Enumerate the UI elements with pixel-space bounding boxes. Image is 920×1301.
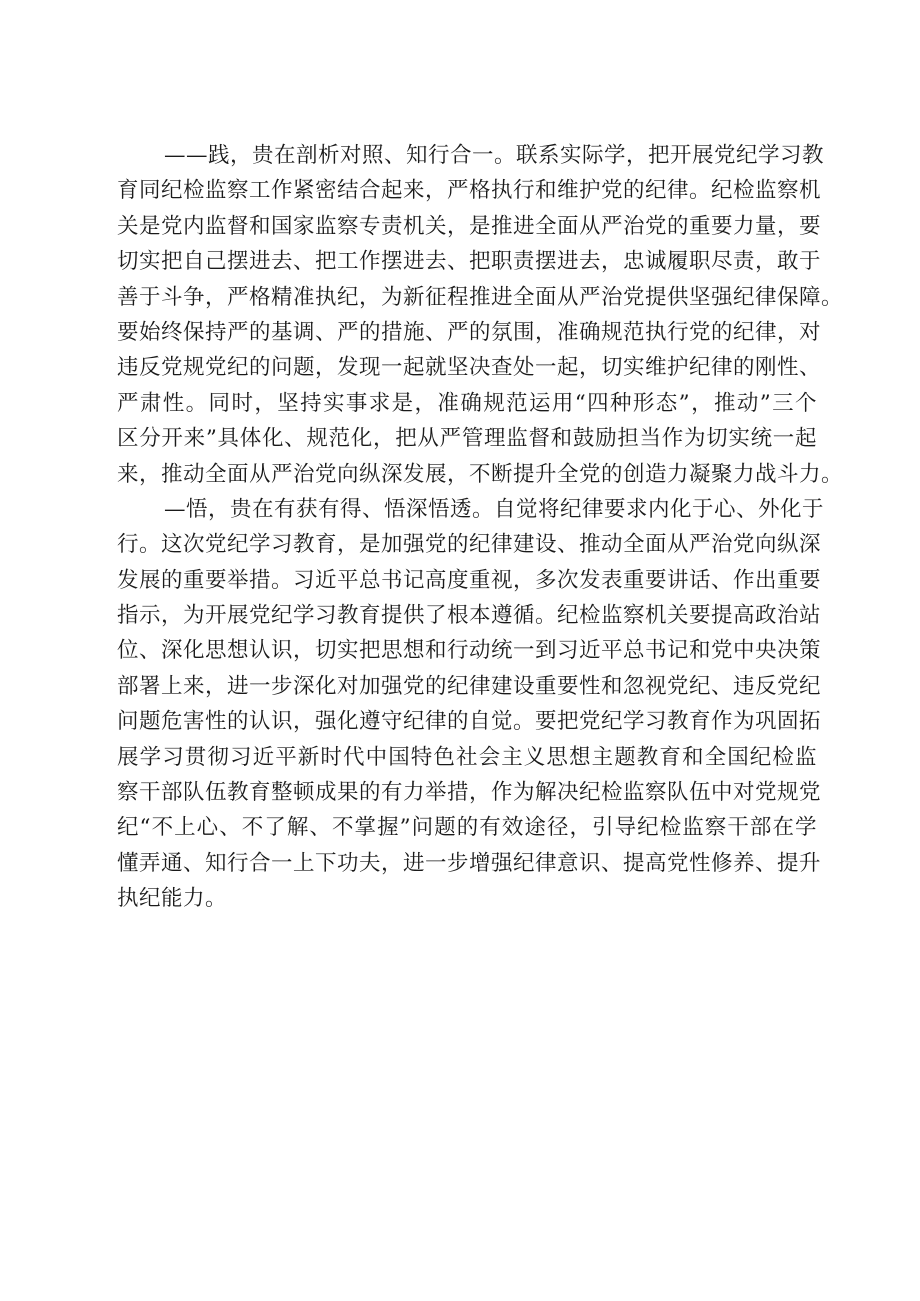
paragraph-line: —悟，贵在有获有得、悟深悟透。自觉将纪律要求内化于心、外化于 [164,496,825,522]
paragraph-line: 切实把自己摆进去、把工作摆进去、把职责摆进去，忠诚履职尽责，敢于 [117,249,822,275]
paragraph-line: 指示，为开展党纪学习教育提供了根本遵循。纪检监察机关要提高政治站 [117,603,822,629]
paragraph-understanding [117,492,825,917]
paragraph-line: 部署上来，进一步深化对加强党的纪律建设重要性和忽视党纪、违反党纪 [117,673,822,699]
paragraph-line: 纪“不上心、不了解、不掌握”问题的有效途径，引导纪检监察干部在学 [117,815,817,841]
paragraph-line: 行。这次党纪学习教育，是加强党的纪律建设、推动全面从严治党向纵深 [117,532,822,558]
document-body [117,138,844,917]
paragraph-line: 位、深化思想认识，切实把思想和行动统一到习近平总书记和党中央决策 [117,638,822,664]
paragraph-line: 关是党内监督和国家监察专责机关，是推进全面从严治党的重要力量，要 [117,213,822,239]
paragraph-line: 发展的重要举措。习近平总书记高度重视，多次发表重要讲话、作出重要 [117,567,822,593]
paragraph-line: 懂弄通、知行合一上下功夫，进一步增强纪律意识、提高党性修养、提升 [117,850,822,876]
paragraph-line: 严肃性。同时，坚持实事求是，准确规范运用“四种形态”，推动”三个 [117,390,817,416]
paragraph-line: 善于斗争，严格精准执纪，为新征程推进全面从严治党提供坚强纪律保障。 [117,284,844,310]
paragraph-line: ——践，贵在剖析对照、知行合一。联系实际学，把开展党纪学习教 [164,143,825,168]
paragraph-line: 要始终保持严的基调、严的措施、严的氛围，准确规范执行党的纪律，对 [117,319,822,345]
paragraph-line: 育同纪检监察工作紧密结合起来，严格执行和维护党的纪律。纪检监察机 [117,178,822,204]
paragraph-line: 执纪能力。 [117,886,228,912]
paragraph-line: 展学习贯彻习近平新时代中国特色社会主义思想主题教育和全国纪检监 [117,744,817,770]
paragraph-practice [117,138,844,492]
paragraph-line: 违反党规党纪的问题，发现一起就坚决查处一起，切实维护纪律的刚性、 [117,355,822,381]
paragraph-line: 区分开来”具体化、规范化，把从严管理监督和鼓励担当作为切实统一起 [117,426,817,452]
paragraph-line: 察干部队伍教育整顿成果的有力举措，作为解决纪检监察队伍中对党规党 [117,780,822,806]
paragraph-line: 来，推动全面从严治党向纵深发展，不断提升全党的创造力凝聚力战斗力。 [117,461,844,487]
paragraph-line: 问题危害性的认识，强化遵守纪律的自觉。要把党纪学习教育作为巩固拓 [117,709,822,735]
